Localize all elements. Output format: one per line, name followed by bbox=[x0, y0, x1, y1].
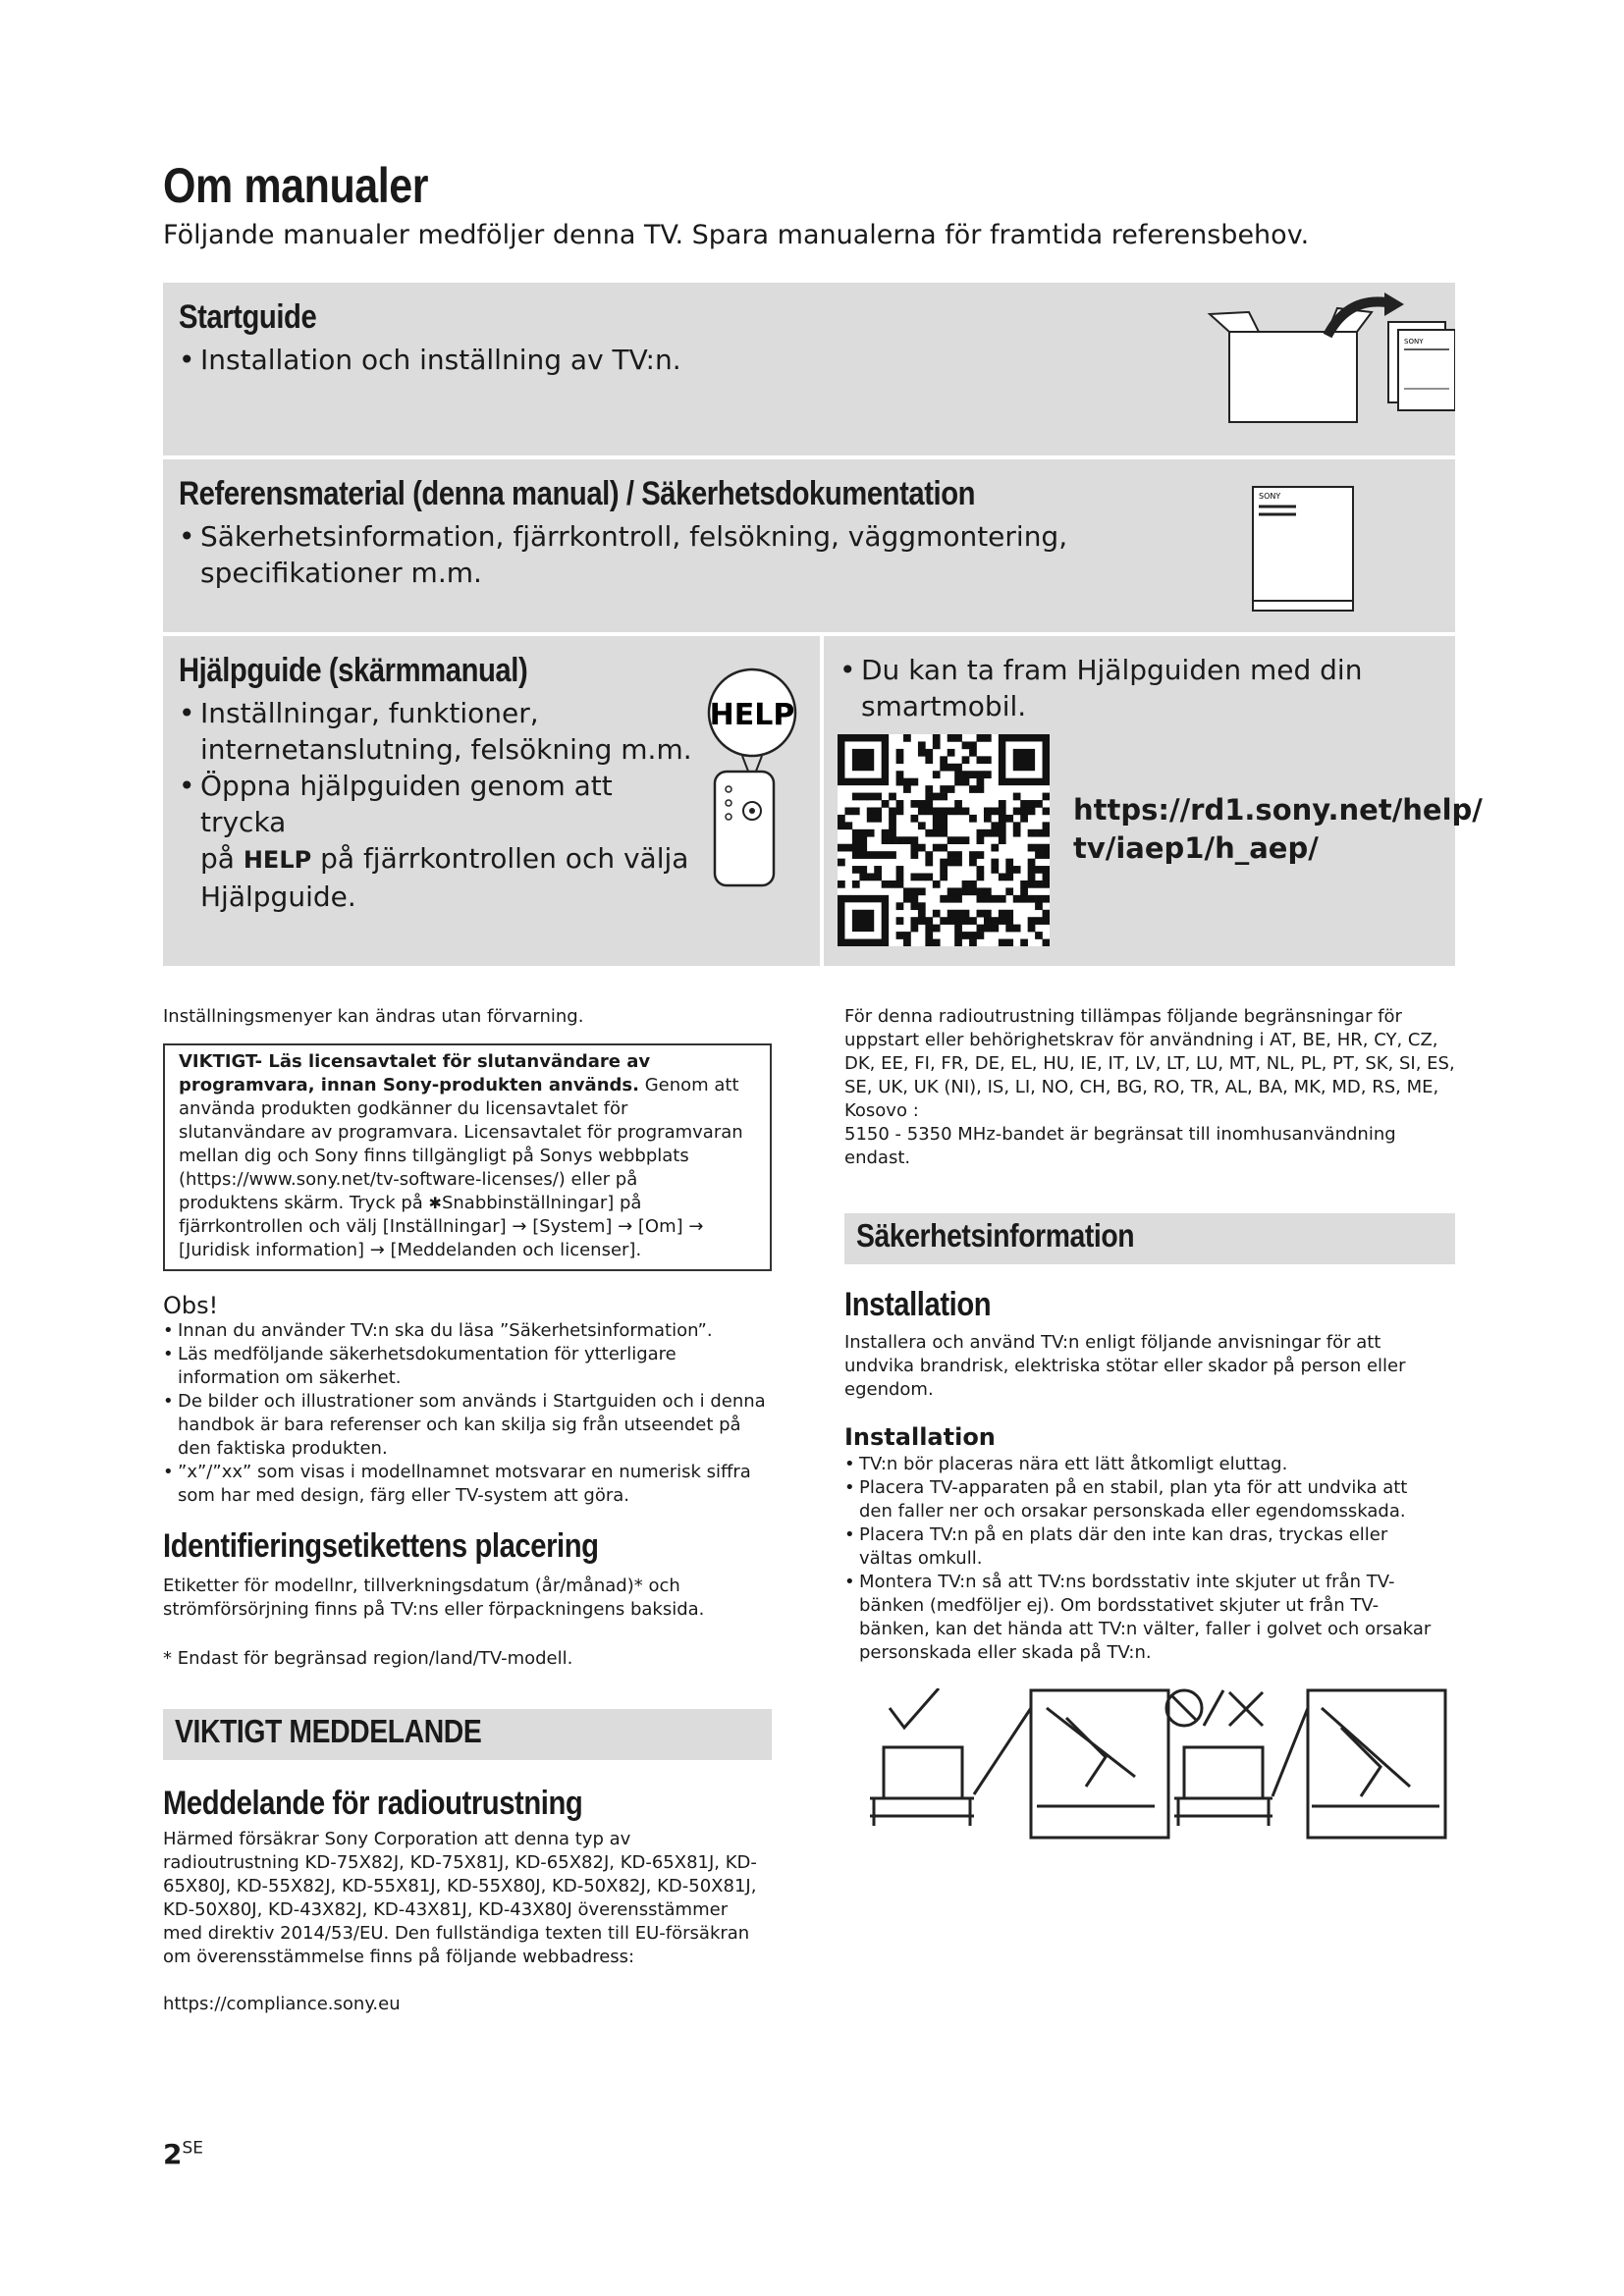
notice-line-2 bbox=[179, 1074, 756, 1097]
notice-line-5: mellan dig och Sony finns tillgängligt på Sonys webbplats bbox=[179, 1146, 689, 1166]
help-url-line1: https://rd1.sony.net/help/ bbox=[1073, 793, 1483, 827]
list-item: • ”x”/”xx” som visas i modellnamnet motsvarar en numerisk siffra som har med design, färg eller TV-system att göra. bbox=[163, 1461, 772, 1508]
page-number-suffix: SE bbox=[182, 2138, 204, 2159]
hjalpguide-bullet-2-post: på fjärrkontrollen och välja bbox=[311, 842, 689, 875]
box-to-guide-illustration bbox=[1180, 293, 1455, 440]
install-list bbox=[844, 1453, 1443, 1665]
viktigt-title: VIKTIGT MEDDELANDE bbox=[175, 1713, 482, 1749]
sony-logo-text-1: SONY bbox=[1404, 338, 1424, 346]
check-icon bbox=[890, 1688, 939, 1728]
mobile-bullet-line2: smartmobil. bbox=[861, 690, 1027, 722]
notice-line-4: slutanvändare av programvara. Licensavtalet för programvaran bbox=[179, 1122, 743, 1143]
notice-text-7b: Snabbinställningar] på bbox=[441, 1193, 642, 1213]
list-item: • Läs medföljande säkerhetsdokumentation för ytterligare information om säkerhet. bbox=[163, 1343, 772, 1390]
page-subtitle: Följande manualer medföljer denna TV. Spara manualerna för framtida referensbehov. bbox=[163, 220, 1310, 250]
list-item: • TV:n bör placeras nära ett lätt åtkomligt eluttag. bbox=[844, 1453, 1443, 1476]
notice-line-9: [Juridisk information] → [Meddelanden och licenser]. bbox=[179, 1240, 642, 1260]
list-item: • Placera TV:n på en plats där den inte kan dras, tryckas eller vältas omkull. bbox=[844, 1523, 1443, 1571]
list-item: • De bilder och illustrationer som används i Startguiden och i denna handbok är bara referenser och kan skilja sig från utseendet på den faktiska produkten. bbox=[163, 1390, 772, 1461]
radio-text: Härmed försäkrar Sony Corporation att denna typ av radioutrustning KD-75X82J, KD-75X81J, KD-65X82J, KD-65X81J, KD-65X80J, KD-55X82J, KD-55X81J, KD-55X80J, KD-50X82J, KD-50X81J, KD-50X80J, KD-43X82J, KD-43X81J, KD-43X80J överensstämmer med direktiv 2014/53/EU. Den fullständiga texten till EU-försäkran om överensstämmelse finns på följande webbadress: bbox=[163, 1829, 757, 1967]
install-title: Installation bbox=[844, 1286, 992, 1323]
hjalpguide-bullet-2-line2 bbox=[200, 840, 699, 879]
notice-bold-1: VIKTIGT- Läs licensavtalet för slutanvändare av bbox=[179, 1051, 651, 1072]
referens-bullet-line1: • Säkerhetsinformation, fjärrkontroll, felsökning, väggmontering, bbox=[200, 520, 1068, 553]
hjalpguide-box bbox=[163, 636, 820, 966]
hjalpguide-mobile-box bbox=[824, 636, 1483, 966]
hjalpguide-bullet-1-line2: internetanslutning, felsökning m.m. bbox=[200, 733, 692, 766]
help-remote-illustration bbox=[703, 666, 801, 891]
license-notice bbox=[163, 1043, 772, 1271]
help-url-line2: tv/iaep1/h_aep/ bbox=[1073, 831, 1319, 865]
install-text: Installera och använd TV:n enligt följande anvisningar för att undvika brandrisk, elektriska stötar eller skador på person eller egendom. bbox=[844, 1332, 1406, 1400]
page-title: Om manualer bbox=[163, 158, 429, 213]
obs-list bbox=[163, 1319, 772, 1508]
notice-text-7a: produktens skärm. Tryck på bbox=[179, 1193, 429, 1213]
reference-manual-illustration bbox=[1251, 485, 1359, 616]
notice-text-2: Genom att bbox=[638, 1075, 739, 1095]
safety-bar bbox=[844, 1213, 1455, 1264]
sony-logo-text-2: SONY bbox=[1259, 492, 1281, 501]
notice-line-7 bbox=[179, 1192, 756, 1215]
startguide-title: Startguide bbox=[179, 298, 317, 336]
list-item: • Placera TV-apparaten på en stabil, plan yta för att undvika att den faller ner och orsakar personskada eller egendomsskada. bbox=[844, 1476, 1443, 1523]
band-note: 5150 - 5350 MHz-bandet är begränsat till inomhusanvändning endast. bbox=[844, 1124, 1396, 1168]
help-url[interactable] bbox=[1073, 791, 1483, 868]
safety-title: Säkerhetsinformation bbox=[856, 1217, 1135, 1254]
notice-line-6: (https://www.sony.net/tv-software-licenses/) eller på bbox=[179, 1169, 638, 1190]
referens-box bbox=[163, 459, 1455, 632]
help-key-label: HELP bbox=[243, 846, 312, 874]
ident-note: * Endast för begränsad region/land/TV-modell. bbox=[163, 1648, 573, 1669]
mobile-bullet bbox=[839, 652, 1362, 724]
mobile-bullet-line1: • Du kan ta fram Hjälpguiden med din bbox=[839, 652, 1362, 688]
hjalpguide-bullet-2-pre: på bbox=[200, 842, 244, 875]
page-number bbox=[163, 2138, 203, 2170]
referens-bullet bbox=[179, 518, 1067, 591]
list-item: • Innan du använder TV:n ska du läsa ”Säkerhetsinformation”. bbox=[163, 1319, 772, 1343]
radio-url[interactable]: https://compliance.sony.eu bbox=[163, 1994, 401, 2014]
list-item: • Montera TV:n så att TV:ns bordsstativ inte skjuter ut från TV-bänken (medföljer ej). Om bordsstativet skjuter ut från TV-bänken, kan det hända att TV:n välter, faller i golvet och orsakar personskada eller skada på TV:n. bbox=[844, 1571, 1443, 1665]
radio-restrictions: För denna radioutrustning tillämpas följande begränsningar för uppstart eller behörighetskrav för användning i AT, BE, HR, CY, CZ, DK, EE, FI, FR, DE, EL, HU, IE, IT, LV, LT, LU, MT, NL, PL, PT, SK, SI, ES, SE, UK, UK (NI), IS, LI, NO, CH, BG, RO, TR, AL, BA, MK, MD, RS, ME, Kosovo : bbox=[844, 1006, 1455, 1121]
obs-title: Obs! bbox=[163, 1292, 219, 1319]
ident-text: Etiketter för modellnr, tillverkningsdatum (år/månad)* och strömförsörjning finns på TV:ns eller förpackningens baksida. bbox=[163, 1575, 705, 1620]
notice-bold-2: programvara, innan Sony-produkten används. bbox=[179, 1075, 639, 1095]
startguide-box bbox=[163, 283, 1455, 455]
page-number-value: 2 bbox=[163, 2138, 183, 2170]
hjalpguide-title: Hjälpguide (skärmmanual) bbox=[179, 652, 528, 689]
referens-title: Referensmaterial (denna manual) / Säkerhetsdokumentation bbox=[179, 475, 976, 512]
help-button-icon-label: HELP bbox=[709, 698, 795, 732]
referens-bullet-line2: specifikationer m.m. bbox=[200, 557, 482, 589]
hjalpguide-bullet-2-line1: • Öppna hjälpguiden genom att trycka bbox=[200, 770, 613, 838]
hjalpguide-bullet-1-line1: • Inställningar, funktioner, bbox=[200, 697, 539, 729]
tv-stand-illustration bbox=[860, 1688, 1449, 1865]
notice-line-8: fjärrkontrollen och välj [Inställningar] → [System] → [Om] → bbox=[179, 1216, 704, 1237]
viktigt-bar bbox=[163, 1709, 772, 1760]
settings-note: Inställningsmenyer kan ändras utan förvarning. bbox=[163, 1006, 584, 1027]
ident-title: Identifieringsetikettens placering bbox=[163, 1527, 599, 1565]
gear-icon: ✱ bbox=[428, 1194, 442, 1212]
install-subtitle: Installation bbox=[844, 1423, 996, 1451]
hjalpguide-text bbox=[179, 695, 699, 915]
hjalpguide-bullet-1 bbox=[179, 695, 699, 768]
radio-title: Meddelande för radioutrustning bbox=[163, 1785, 583, 1822]
notice-line-3: använda produkten godkänner du licensavtalet för bbox=[179, 1098, 628, 1119]
hjalpguide-bullet-2 bbox=[179, 768, 699, 915]
hjalpguide-bullet-2-line3: Hjälpguide. bbox=[200, 881, 356, 913]
startguide-bullet: • Installation och inställning av TV:n. bbox=[179, 342, 681, 378]
notice-line-1 bbox=[179, 1050, 756, 1074]
qr-code[interactable] bbox=[838, 734, 1050, 946]
